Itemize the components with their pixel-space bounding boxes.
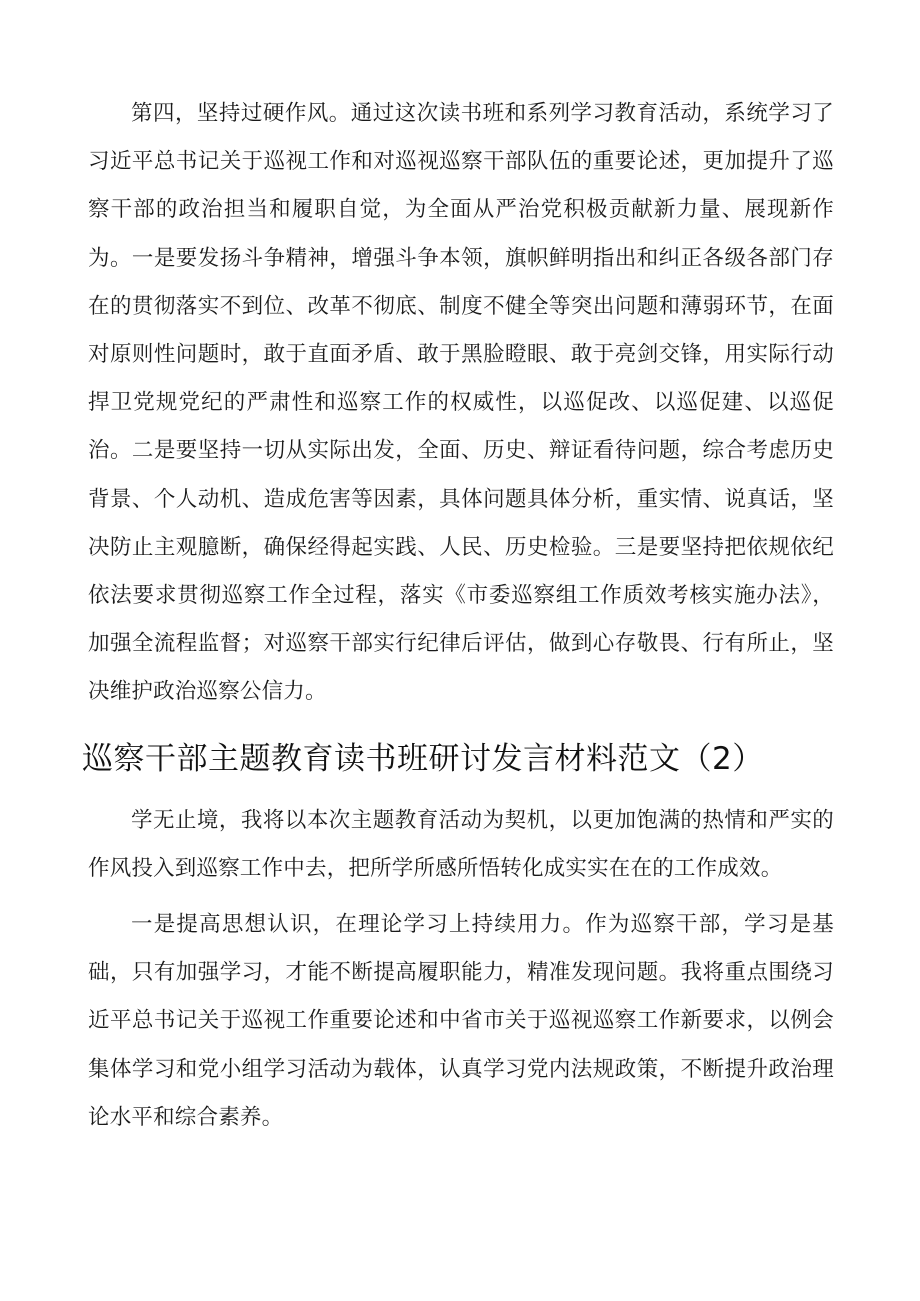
section-title: 巡察干部主题教育读书班研讨发言材料范文（2） [82, 740, 764, 777]
paragraph-intro: 学无止境，我将以本次主题教育活动为契机，以更加饱满的热情和严实的作风投入到巡察工作中去，把所学所感所悟转化成实实在在的工作成效。 [88, 807, 834, 881]
paragraph-point-one: 一是提高思想认识，在理论学习上持续用力。作为巡察干部，学习是基础，只有加强学习，才能不断提高履职能力，精准发现问题。我将重点围绕习近平总书记关于巡视工作重要论述和中省市关于巡视巡察工作新要求，以例会集体学习和党小组学习活动为载体，认真学习党内法规政策，不断提升政治理论水平和综合素养。 [88, 912, 834, 1130]
paragraph-fourth-point: 第四，坚持过硬作风。通过这次读书班和系列学习教育活动，系统学习了习近平总书记关于巡视工作和对巡视巡察干部队伍的重要论述，更加提升了巡察干部的政治担当和履职自觉，为全面从严治党积极贡献新力量、展现新作为。一是要发扬斗争精神，增强斗争本领，旗帜鲜明指出和纠正各级各部门存在的贯彻落实不到位、改革不彻底、制度不健全等突出问题和薄弱环节，在面对原则性问题时，敢于直面矛盾、敢于黑脸瞪眼、敢于亮剑交锋，用实际行动捍卫党规党纪的严肃性和巡察工作的权威性，以巡促改、以巡促建、以巡促治。二是要坚持一切从实际出发，全面、历史、辩证看待问题，综合考虑历史背景、个人动机、造成危害等因素，具体问题具体分析，重实情、说真话，坚决防止主观臆断，确保经得起实践、人民、历史检验。三是要坚持把依规依纪依法要求贯彻巡察工作全过程，落实《市委巡察组工作质效考核实施办法》，加强全流程监督；对巡察干部实行纪律后评估，做到心存敬畏、行有所止，坚决维护政治巡察公信力。 [88, 101, 834, 705]
document-page [82, 90, 834, 1142]
